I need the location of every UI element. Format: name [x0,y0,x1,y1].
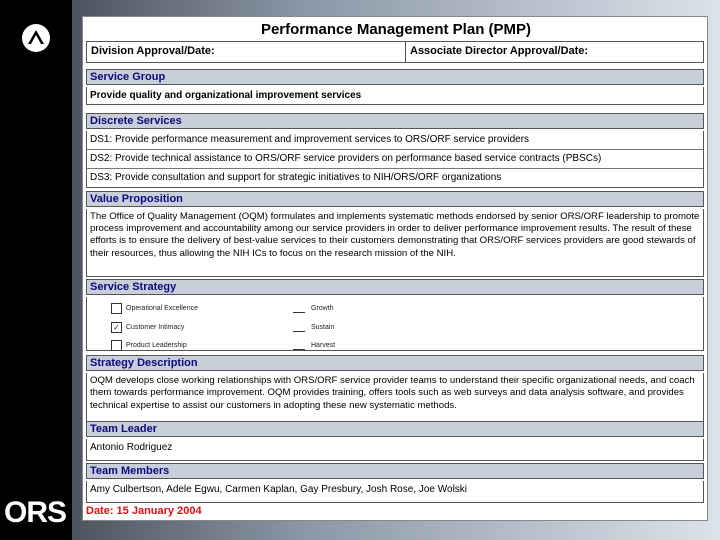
discrete-services-list [86,131,704,188]
team-members-value: Amy Culbertson, Adele Egwu, Carmen Kaplan, Gay Presbury, Josh Rose, Joe Wolski [86,481,704,503]
service-strategy-header: Service Strategy [86,279,704,295]
team-leader-value: Antonio Rodriguez [86,439,704,461]
team-leader-header: Team Leader [86,421,704,437]
growth-option[interactable]: Growth [293,302,334,315]
service-strategy-options [86,297,704,351]
growth-option[interactable]: Harvest [293,339,335,352]
pmp-document [82,16,708,521]
strategy-option[interactable]: Product Leadership [111,339,187,352]
approval-row [86,41,704,63]
strategy-description-text: OQM develops close working relationships with ORS/ORF service provider teams to understand their specific organizational needs, and coach them towards performance improvement. OQM provides training, offers tools such as web surveys and data analysis software, and provides technical expertise to assist our customers in adopting these new systematic methods. [86,373,704,423]
page-title: Performance Management Plan (PMP) [260,21,532,38]
nih-logo-icon [0,0,72,80]
discrete-service-item: DS2: Provide technical assistance to ORS/ORF service providers on performance based service contracts (PBSCs) [87,150,703,169]
discrete-services-header: Discrete Services [86,113,704,129]
discrete-service-item: DS3: Provide consultation and support for strategic initiatives to NIH/ORS/ORF organizations [90,172,502,183]
value-proposition-header: Value Proposition [86,191,704,207]
associate-approval: Associate Director Approval/Date: [410,45,589,57]
division-approval: Division Approval/Date: [87,42,406,62]
discrete-service-item: DS1: Provide performance measurement and improvement services to ORS/ORF service providers [87,131,703,150]
ors-logo: ORS [4,496,67,529]
service-group-header: Service Group [86,69,704,85]
strategy-option[interactable]: Operational Excellence [111,302,198,315]
date-line: Date: 15 January 2004 [86,505,202,517]
service-group-value: Provide quality and organizational improvement services [86,87,704,105]
growth-option[interactable]: Sustain [293,321,334,334]
sidebar [0,0,72,540]
value-proposition-text: The Office of Quality Management (OQM) formulates and implements systematic methods endorsed by senior ORS/ORF leadership to promote process improvement and accountability among our service providers in order to deliver performance improvement results. The result of these efforts is to ensure the delivery of best-value services to their customers demonstrating that ORS/ORF services providers are good stewards of their resources, thus allowing the NIH ICs to focus on the research mission of the NIH. [86,209,704,277]
team-members-header: Team Members [86,463,704,479]
strategy-description-header: Strategy Description [86,355,704,371]
strategy-option[interactable]: ✓ Customer Intimacy [111,321,184,334]
